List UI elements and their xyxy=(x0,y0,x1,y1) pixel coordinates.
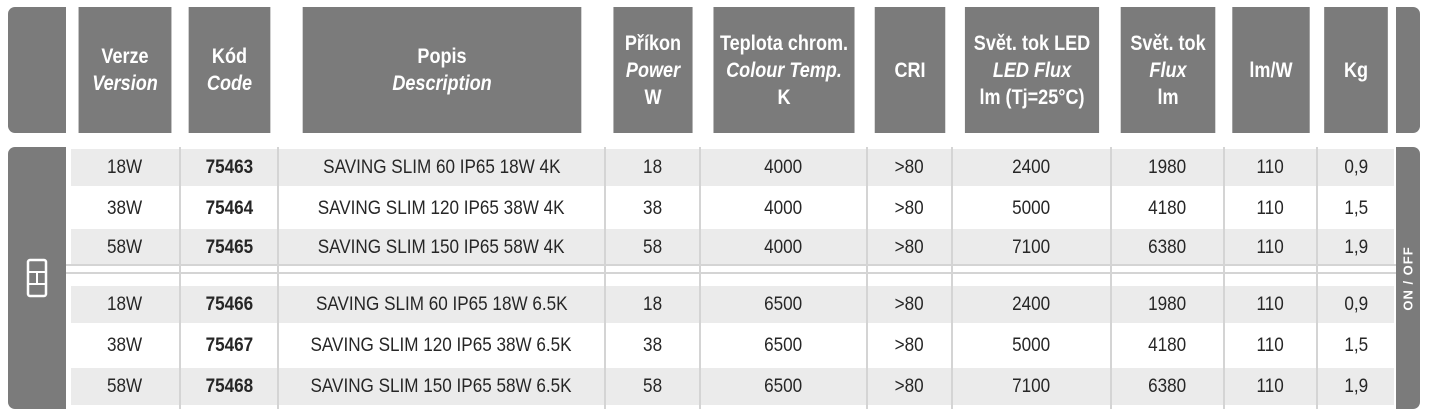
cell-text: 4180 xyxy=(1148,334,1187,356)
cell-code xyxy=(181,368,277,405)
cell-temp xyxy=(701,149,866,186)
header-power-en: Power xyxy=(625,58,681,82)
cell-cri xyxy=(868,368,951,405)
cell-code xyxy=(181,149,277,186)
cell-description xyxy=(279,286,604,323)
cell-code xyxy=(181,229,277,266)
cell-text: 1,5 xyxy=(1344,197,1368,219)
cell-text: 18 xyxy=(642,293,663,315)
cell-power xyxy=(606,149,699,186)
header-flux xyxy=(1121,7,1216,133)
cell-text: 6500 xyxy=(764,293,803,315)
cell-flux xyxy=(1112,327,1223,364)
cell-kg xyxy=(1318,229,1394,266)
table-row xyxy=(71,149,1394,186)
cell-text: 58 xyxy=(642,236,663,258)
cell-text: 6380 xyxy=(1148,236,1187,258)
header-power-unit: W xyxy=(644,85,662,109)
cell-text: >80 xyxy=(894,334,924,356)
cell-text: 5000 xyxy=(1012,334,1051,356)
header-code-cz: Kód xyxy=(211,45,248,68)
cell-lmw xyxy=(1225,190,1316,227)
cell-text: 38W xyxy=(107,197,143,219)
cell-text: 110 xyxy=(1256,156,1285,178)
cell-text: 1,9 xyxy=(1344,236,1368,258)
cell-text: 7100 xyxy=(1012,236,1051,258)
cell-kg xyxy=(1318,327,1394,364)
cell-led-flux xyxy=(953,286,1110,323)
table-row xyxy=(71,190,1394,227)
cell-lmw xyxy=(1225,327,1316,364)
header-kg xyxy=(1324,7,1388,133)
header-version xyxy=(79,7,172,133)
cell-text: >80 xyxy=(894,375,924,397)
cell-lmw xyxy=(1225,368,1316,405)
cell-text: SAVING SLIM 60 IP65 18W 6.5K xyxy=(315,293,568,315)
header-led-flux-unit: lm (Tj=25°C) xyxy=(979,85,1085,109)
cell-text: SAVING SLIM 150 IP65 58W 4K xyxy=(318,236,565,258)
header-version-en: Version xyxy=(92,72,158,95)
header-lmw xyxy=(1232,7,1309,133)
cell-cri xyxy=(868,149,951,186)
cell-text: 110 xyxy=(1256,197,1285,219)
cell-description xyxy=(279,149,604,186)
cell-text: 1,9 xyxy=(1344,375,1368,397)
cell-description xyxy=(279,368,604,405)
cell-power xyxy=(606,286,699,323)
header-cri-label: CRI xyxy=(894,58,926,82)
column-separator xyxy=(604,147,606,409)
table-row xyxy=(71,368,1394,405)
cell-kg xyxy=(1318,286,1394,323)
cell-power xyxy=(606,190,699,227)
led-tube-icon xyxy=(25,258,49,298)
cell-text: 75463 xyxy=(205,156,253,178)
header-colour-temp xyxy=(713,7,854,133)
table-row xyxy=(71,286,1394,323)
header-right-tab xyxy=(1396,7,1420,133)
cell-led-flux xyxy=(953,327,1110,364)
header-left-tab xyxy=(8,7,66,133)
cell-text: 0,9 xyxy=(1344,293,1368,315)
cell-temp xyxy=(701,190,866,227)
cell-power xyxy=(606,368,699,405)
cell-temp xyxy=(701,368,866,405)
table-row xyxy=(71,229,1394,266)
group-divider xyxy=(66,264,1396,274)
cell-text: 38 xyxy=(642,197,663,219)
cell-cri xyxy=(868,229,951,266)
cell-led-flux xyxy=(953,368,1110,405)
cell-text: 75464 xyxy=(205,197,253,219)
column-separator xyxy=(277,147,279,409)
header-lmw-label: lm/W xyxy=(1249,58,1293,82)
cell-text: >80 xyxy=(894,197,924,219)
cell-text: 2400 xyxy=(1012,156,1051,178)
header-code xyxy=(189,7,271,133)
cell-version xyxy=(71,368,179,405)
cell-text: 4000 xyxy=(764,156,803,178)
column-separator xyxy=(1316,147,1318,409)
cell-text: 1,5 xyxy=(1344,334,1368,356)
header-led-flux-en: LED Flux xyxy=(992,58,1072,82)
cell-text: 1980 xyxy=(1148,156,1187,178)
cell-text: SAVING SLIM 120 IP65 38W 6.5K xyxy=(310,334,573,356)
cell-cri xyxy=(868,286,951,323)
cell-text: 5000 xyxy=(1012,197,1051,219)
header-description xyxy=(303,7,582,133)
cell-led-flux xyxy=(953,229,1110,266)
side-tab-right xyxy=(1396,147,1420,409)
column-separator xyxy=(699,147,701,409)
cell-text: SAVING SLIM 60 IP65 18W 4K xyxy=(322,156,561,178)
cell-text: 110 xyxy=(1256,334,1285,356)
cell-temp xyxy=(701,327,866,364)
cell-description xyxy=(279,229,604,266)
cell-text: 58 xyxy=(642,375,663,397)
cell-version xyxy=(71,149,179,186)
cell-lmw xyxy=(1225,229,1316,266)
header-temp-en: Colour Temp. xyxy=(726,58,842,82)
cell-text: 4000 xyxy=(764,236,803,258)
cell-text: 38 xyxy=(642,334,663,356)
cell-power xyxy=(606,327,699,364)
cell-text: 0,9 xyxy=(1344,156,1368,178)
cell-lmw xyxy=(1225,286,1316,323)
cell-text: 7100 xyxy=(1012,375,1051,397)
header-power xyxy=(613,7,692,133)
cell-text: SAVING SLIM 150 IP65 58W 6.5K xyxy=(310,375,573,397)
cell-text: 4180 xyxy=(1148,197,1187,219)
column-separator xyxy=(179,147,181,409)
cell-text: >80 xyxy=(894,156,924,178)
column-separator xyxy=(951,147,953,409)
cell-text: 6500 xyxy=(764,334,803,356)
cell-text: 58W xyxy=(107,236,143,258)
cell-text: 75467 xyxy=(205,334,253,356)
cell-text: >80 xyxy=(894,293,924,315)
cell-code xyxy=(181,327,277,364)
cell-power xyxy=(606,229,699,266)
header-flux-unit: lm xyxy=(1157,85,1179,109)
cell-temp xyxy=(701,229,866,266)
cell-description xyxy=(279,327,604,364)
cell-version xyxy=(71,190,179,227)
cell-version xyxy=(71,327,179,364)
header-led-flux xyxy=(965,7,1099,133)
cell-kg xyxy=(1318,190,1394,227)
cell-text: 110 xyxy=(1256,375,1285,397)
cell-flux xyxy=(1112,190,1223,227)
header-flux-en: Flux xyxy=(1149,58,1187,82)
cell-text: 110 xyxy=(1256,236,1285,258)
cell-text: 18W xyxy=(107,156,143,178)
cell-text: 1980 xyxy=(1148,293,1187,315)
cell-flux xyxy=(1112,229,1223,266)
cell-text: 4000 xyxy=(764,197,803,219)
table-row xyxy=(71,327,1394,364)
cell-text: 18W xyxy=(107,293,143,315)
header-code-en: Code xyxy=(206,72,253,95)
cell-text: 6380 xyxy=(1148,375,1187,397)
side-tab-left xyxy=(8,147,66,409)
cell-led-flux xyxy=(953,149,1110,186)
header-temp-unit: K xyxy=(777,85,791,109)
cell-lmw xyxy=(1225,149,1316,186)
cell-kg xyxy=(1318,368,1394,405)
cell-version xyxy=(71,229,179,266)
cell-text: 2400 xyxy=(1012,293,1051,315)
cell-led-flux xyxy=(953,190,1110,227)
cell-flux xyxy=(1112,286,1223,323)
header-flux-cz: Svět. tok xyxy=(1130,31,1206,55)
cell-text: 110 xyxy=(1256,293,1285,315)
cell-flux xyxy=(1112,368,1223,405)
header-temp-cz: Teplota chrom. xyxy=(719,31,849,55)
header-cri xyxy=(875,7,946,133)
cell-text: 6500 xyxy=(764,375,803,397)
cell-text: 75466 xyxy=(205,293,253,315)
column-separator xyxy=(866,147,868,409)
header-description-en: Description xyxy=(392,72,492,95)
cell-text: 58W xyxy=(107,375,143,397)
cell-description xyxy=(279,190,604,227)
header-kg-label: Kg xyxy=(1343,58,1369,82)
cell-flux xyxy=(1112,149,1223,186)
cell-text: SAVING SLIM 120 IP65 38W 4K xyxy=(318,197,565,219)
header-led-flux-cz: Svět. tok LED xyxy=(973,31,1091,55)
cell-cri xyxy=(868,190,951,227)
header-version-cz: Verze xyxy=(101,45,149,68)
header-description-cz: Popis xyxy=(417,45,467,68)
header-power-cz: Příkon xyxy=(624,31,682,55)
cell-temp xyxy=(701,286,866,323)
cell-version xyxy=(71,286,179,323)
cell-text: 38W xyxy=(107,334,143,356)
table-header xyxy=(8,7,1420,133)
cell-text: 75468 xyxy=(205,375,253,397)
cell-text: 75465 xyxy=(205,236,253,258)
cell-kg xyxy=(1318,149,1394,186)
cell-code xyxy=(181,286,277,323)
column-separator xyxy=(1110,147,1112,409)
column-separator xyxy=(1223,147,1225,409)
cell-cri xyxy=(868,327,951,364)
cell-text: 18 xyxy=(642,156,663,178)
cell-code xyxy=(181,190,277,227)
on-off-label: ON / OFF xyxy=(1400,245,1416,311)
cell-text: >80 xyxy=(894,236,924,258)
